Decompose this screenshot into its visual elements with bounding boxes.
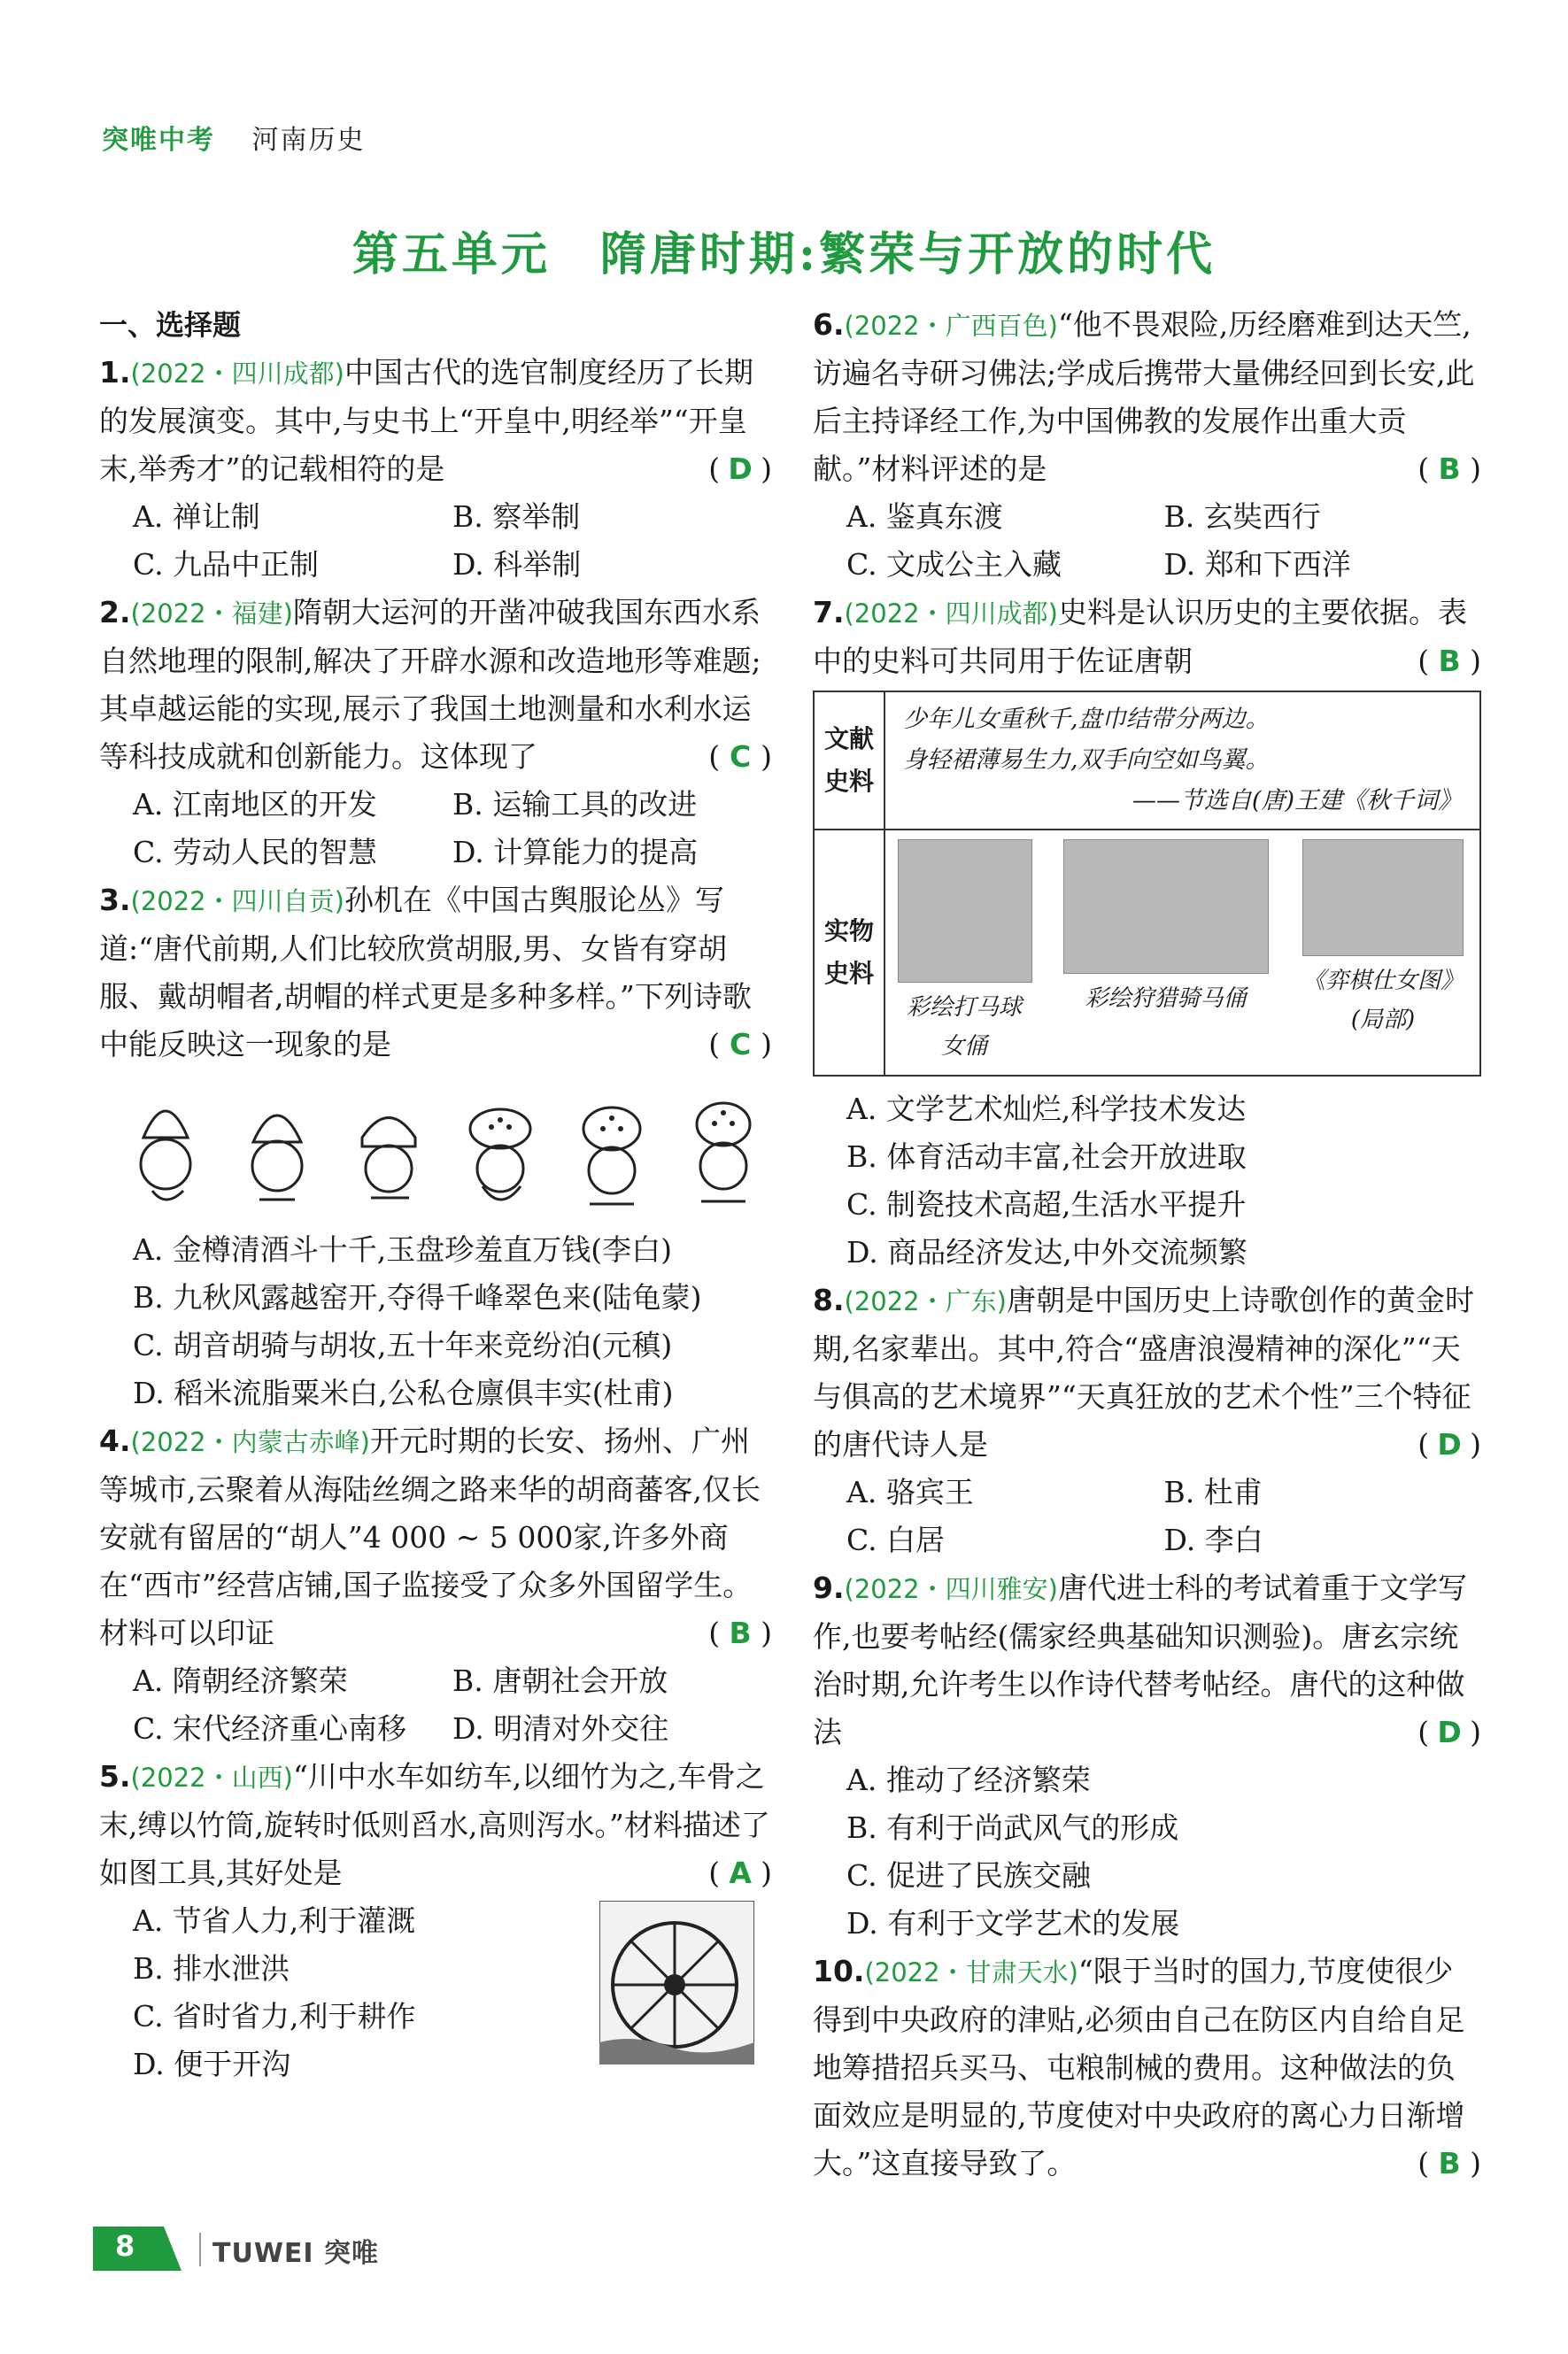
artifact-image <box>1063 839 1269 974</box>
question-number: 3. <box>99 883 131 917</box>
question-number: 8. <box>813 1283 845 1317</box>
option: C. 胡音胡骑与胡妆,五十年来竞纷泊(元稹) <box>133 1328 673 1362</box>
unit-title: 第五单元 隋唐时期:繁荣与开放的时代 <box>351 228 1217 282</box>
option: D. 计算能力的提高 <box>452 835 699 869</box>
answer-bracket: ( B ) <box>1417 2140 1481 2188</box>
option: B. 唐朝社会开放 <box>452 1663 668 1698</box>
option: C. 促进了民族交融 <box>846 1858 1092 1893</box>
question-text: “川中水车如纺车,以细竹为之,车骨之末,缚以竹筒,旋转时低则舀水,高则泻水。”材料描述了如图工具,其好处是 <box>99 1759 770 1890</box>
option: D. 有利于文学艺术的发展 <box>846 1906 1180 1941</box>
options-4 <box>99 1657 772 1753</box>
options-8 <box>813 1469 1481 1564</box>
question-text: “他不畏艰险,历经磨难到达天竺,访遍名寺研习佛法;学成后携带大量佛经回到长安,此后主持译经工作,为中国佛教的发展作出重大贡献。”材料评述的是 <box>813 307 1475 486</box>
question-text: 史料是认识历史的主要依据。表中的史料可共同用于佐证唐朝 <box>813 595 1467 678</box>
answer-value: A <box>729 1856 752 1890</box>
option: B. 有利于尚武风气的形成 <box>846 1810 1179 1845</box>
option: A. 禅让制 <box>133 499 260 534</box>
options-7 <box>813 1085 1481 1277</box>
footer-divider <box>199 2233 201 2266</box>
artifact-caption: 彩绘狩猎骑马俑 <box>1085 985 1247 1012</box>
option: B. 玄奘西行 <box>1163 499 1321 534</box>
answer-bracket: ( B ) <box>708 1609 772 1657</box>
question-source: (2022・内蒙古赤峰) <box>130 1427 370 1457</box>
options-9 <box>813 1756 1481 1948</box>
option: C. 制瓷技术高超,生活水平提升 <box>846 1187 1247 1222</box>
answer-value: D <box>728 452 753 486</box>
answer-value: C <box>730 1027 752 1061</box>
options-3 <box>99 1226 772 1417</box>
waterwheel-image <box>599 1901 754 2065</box>
answer-value: C <box>730 739 752 774</box>
poem-line: 身轻裙薄易生力,双手向空如鸟翼。 <box>903 746 1270 774</box>
option: A. 推动了经济繁荣 <box>846 1763 1091 1797</box>
options-6 <box>813 493 1481 589</box>
option: A. 骆宾王 <box>846 1475 974 1509</box>
page-number: 8 <box>115 2229 135 2263</box>
question-2 <box>99 589 772 781</box>
question-number: 1. <box>99 355 131 390</box>
question-source: (2022・四川雅安) <box>844 1574 1058 1604</box>
figure-head-icon <box>452 1084 549 1217</box>
poem-line: 少年儿女重秋千,盘巾结带分两边。 <box>903 706 1270 733</box>
hu-hat-figures <box>99 1069 772 1226</box>
answer-bracket: ( B ) <box>1417 637 1481 685</box>
question-source: (2022・四川自贡) <box>130 886 344 916</box>
option: B. 运输工具的改进 <box>452 787 698 822</box>
question-text: 唐朝是中国历史上诗歌创作的黄金时期,名家辈出。其中,符合“盛唐浪漫精神的深化”“天与俱高的艺术境界”“天真狂放的艺术个性”三个特征的唐代诗人是 <box>813 1283 1474 1462</box>
artifact-images <box>885 830 1479 1075</box>
option: B. 察举制 <box>452 499 581 534</box>
option: D. 便于开沟 <box>133 2047 291 2081</box>
question-number: 10. <box>813 1954 865 1988</box>
answer-bracket: ( A ) <box>708 1849 772 1897</box>
question-number: 2. <box>99 595 131 629</box>
question-source: (2022・甘肃天水) <box>864 1957 1078 1987</box>
question-source: (2022・广西百色) <box>844 311 1058 341</box>
option: B. 九秋风露越窑开,夺得千峰翠色来(陆龟蒙) <box>133 1280 702 1315</box>
table-label-documents: 文献史料 <box>815 692 885 830</box>
option: C. 九品中正制 <box>133 547 320 582</box>
artifact-caption: 《弈棋仕女图》(局部) <box>1302 968 1464 1033</box>
question-source: (2022・四川成都) <box>130 359 344 389</box>
figure-head-icon <box>117 1084 214 1217</box>
answer-bracket: ( C ) <box>708 733 772 781</box>
question-4 <box>99 1417 772 1657</box>
answer-value: D <box>1437 1715 1462 1749</box>
artifact-hunting-figurines <box>1063 839 1269 1066</box>
answer-bracket: ( C ) <box>708 1021 772 1069</box>
question-number: 7. <box>813 595 845 629</box>
answer-value: B <box>1438 452 1461 486</box>
poem-excerpt <box>885 692 1479 830</box>
artifact-painting <box>1299 839 1467 1066</box>
question-text: “限于当时的国力,节度使很少得到中央政府的津贴,必须由自己在防区内自给自足地筹措招兵买马、屯粮制械的费用。这种做法的负面效应是明显的,节度使对中央政府的离心力日渐增大。”这直接导致了。 <box>813 1954 1465 2180</box>
figure-head-icon <box>563 1084 660 1217</box>
question-6 <box>813 301 1481 493</box>
question-text: 唐代进士科的考试着重于文学写作,也要考帖经(儒家经典基础知识测验)。唐玄宗统治时期,允许考生以作诗代替考帖经。唐代的这种做法 <box>813 1571 1467 1749</box>
option: A. 鉴真东渡 <box>846 499 1003 534</box>
answer-value: B <box>1438 644 1461 678</box>
table-label-artifacts: 实物史料 <box>815 830 885 1075</box>
option: D. 郑和下西洋 <box>1163 547 1351 582</box>
source-table <box>813 691 1481 1077</box>
option: D. 科举制 <box>452 547 582 582</box>
question-number: 6. <box>813 307 845 342</box>
page-header <box>102 118 366 157</box>
question-source: (2022・福建) <box>130 598 293 629</box>
question-text: 开元时期的长安、扬州、广州等城市,云聚着从海陆丝绸之路来华的胡商蕃客,仅长安就有留居的“胡人”4 000 ~ 5 000家,许多外商在“西市”经营店铺,国子监接受了众多外国留学生。材料可以印证 <box>99 1424 761 1650</box>
answer-bracket: ( B ) <box>1417 445 1481 493</box>
question-number: 5. <box>99 1759 131 1794</box>
question-1 <box>99 349 772 493</box>
answer-bracket: ( D ) <box>708 445 772 493</box>
figure-head-icon <box>675 1084 772 1217</box>
figure-head-icon <box>228 1084 326 1217</box>
question-9 <box>813 1564 1481 1756</box>
options-2 <box>99 781 772 876</box>
option: C. 省时省力,利于耕作 <box>133 1999 416 2034</box>
figure-head-icon <box>340 1084 437 1217</box>
section-heading: 一、选择题 <box>99 308 242 342</box>
question-3 <box>99 876 772 1069</box>
question-source: (2022・山西) <box>130 1763 293 1793</box>
option: D. 李白 <box>1163 1523 1263 1557</box>
option: C. 劳动人民的智慧 <box>133 835 378 869</box>
option: A. 节省人力,利于灌溉 <box>133 1903 416 1938</box>
option: B. 体育活动丰富,社会开放进取 <box>846 1139 1247 1174</box>
right-column <box>813 301 1481 2188</box>
page-number-badge <box>93 2227 182 2271</box>
header-subject: 河南历史 <box>251 125 366 156</box>
answer-value: B <box>729 1616 752 1650</box>
option: A. 江南地区的开发 <box>133 787 377 822</box>
option: A. 文学艺术灿烂,科学技术发达 <box>846 1092 1247 1126</box>
option: C. 文成公主入藏 <box>846 547 1062 582</box>
option: D. 明清对外交往 <box>452 1711 669 1746</box>
question-source: (2022・广东) <box>844 1286 1007 1316</box>
poem-citation: ——节选自(唐)王建《秋千词》 <box>1132 787 1462 814</box>
question-number: 9. <box>813 1571 845 1605</box>
artifact-image <box>1302 839 1464 956</box>
artifact-image <box>898 839 1032 983</box>
artifact-caption: 彩绘打马球女俑 <box>906 994 1022 1060</box>
answer-bracket: ( D ) <box>1417 1421 1481 1469</box>
question-text: 中国古代的选官制度经历了长期的发展演变。其中,与史书上“开皇中,明经举”“开皇末,举秀才”的记载相符的是 <box>99 355 753 486</box>
option: A. 金樽清酒斗十千,玉盘珍羞直万钱(李白) <box>133 1232 673 1267</box>
question-5 <box>99 1753 772 1897</box>
question-source: (2022・四川成都) <box>844 598 1058 629</box>
question-text: 隋朝大运河的开凿冲破我国东西水系自然地理的限制,解决了开辟水源和改造地形等难题;其卓越运能的实现,展示了我国土地测量和水利水运等科技成就和创新能力。这体现了 <box>99 595 761 774</box>
left-column <box>99 301 772 2088</box>
artifact-polo-figurine <box>898 839 1032 1066</box>
option: C. 宋代经济重心南移 <box>133 1711 407 1746</box>
option: B. 排水泄洪 <box>133 1951 290 1986</box>
answer-bracket: ( D ) <box>1417 1709 1481 1756</box>
question-10 <box>813 1948 1481 2188</box>
question-text: 孙机在《中国古舆服论丛》写道:“唐代前期,人们比较欣赏胡服,男、女皆有穿胡服、戴胡帽者,胡帽的样式更是多种多样。”下列诗歌中能反映这一现象的是 <box>99 883 752 1061</box>
header-brand: 突唯中考 <box>102 125 215 156</box>
question-8 <box>813 1277 1481 1469</box>
question-number: 4. <box>99 1424 131 1458</box>
option: A. 隋朝经济繁荣 <box>133 1663 348 1698</box>
answer-value: B <box>1438 2146 1461 2180</box>
options-1 <box>99 493 772 589</box>
options-5 <box>99 1897 772 2088</box>
footer-brand: TUWEI 突唯 <box>212 2238 380 2269</box>
option: D. 稻米流脂粟米白,公私仓廪俱丰实(杜甫) <box>133 1376 674 1410</box>
option: D. 商品经济发达,中外交流频繁 <box>846 1235 1247 1270</box>
option: C. 白居 <box>846 1523 946 1557</box>
option: B. 杜甫 <box>1163 1475 1263 1509</box>
answer-value: D <box>1437 1427 1462 1462</box>
question-7 <box>813 589 1481 685</box>
